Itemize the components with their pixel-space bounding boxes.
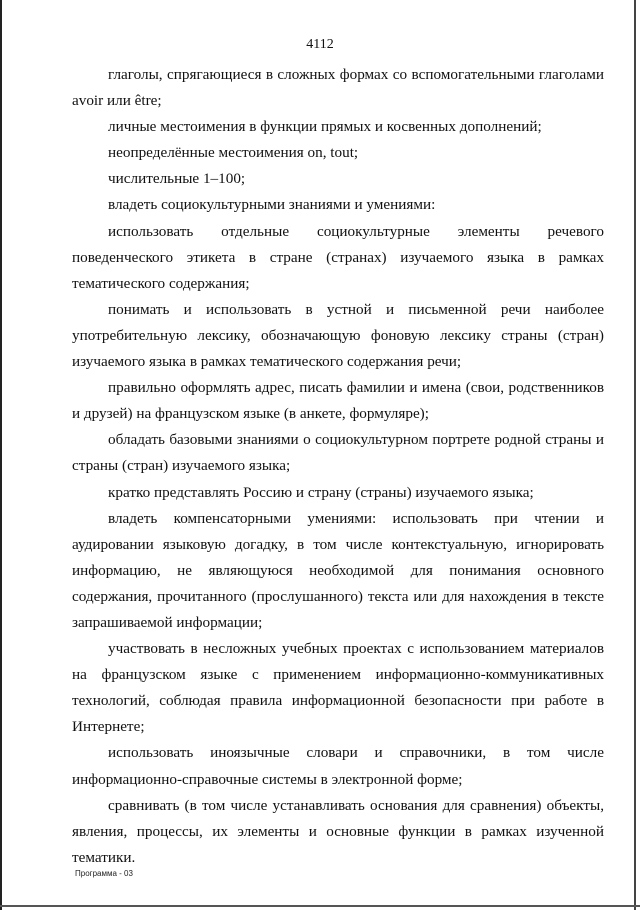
paragraph-etiquette: использовать отдельные социокультурные элементы речевого поведенческого этикета в стране (странах) изучаемого языка в рамках тематического содержания; [72, 222, 604, 292]
paragraph-indefinite-pronouns: неопределённые местоимения on, tout; [108, 144, 359, 162]
paragraph-country-portrait: обладать базовыми знаниями о социокультурном портрете родной страны и страны (стран) изучаемого языка; [72, 431, 604, 475]
paragraph-numerals: числительные 1–100; [108, 170, 246, 188]
scan-border-left [0, 0, 2, 910]
paragraph-compensatory-skills: владеть компенсаторными умениями: использовать при чтении и аудировании языковую догадку, в том числе контекстуальную, игнорировать информацию, не являющуюся необходимой для понимания основного содержания, прочитанного (прослушанного) текста или для нахождения в тексте запрашиваемой информации; [72, 509, 604, 631]
paragraph-sociocultural-heading: владеть социокультурными знаниями и умениями: [108, 196, 436, 214]
paragraph-background-lexicon: понимать и использовать в устной и письменной речи наиболее употребительную лексику, обозначающую фоновую лексику страны (стран) изучаемого языка в рамках тематического содержания речи; [72, 300, 604, 371]
paragraph-dictionaries: использовать иноязычные словари и справочники, в том числе информационно-справочные системы в электронной форме; [72, 744, 604, 788]
page-number: 4112 [306, 37, 334, 52]
paragraph-compare: сравнивать (в том числе устанавливать основания для сравнения) объекты, явления, процессы, их элементы и основные функции в рамках изученной тематики. [72, 796, 604, 866]
footer-program-label: Программа - 03 [75, 869, 133, 878]
paragraph-personal-pronouns: личные местоимения в функции прямых и косвенных дополнений; [108, 118, 542, 136]
paragraph-address: правильно оформлять адрес, писать фамилии и имена (свои, родственников и друзей) на французском языке (в анкете, формуляре); [72, 379, 604, 423]
document-body [72, 62, 604, 871]
scan-border-right [634, 0, 636, 910]
scan-border-bottom [0, 905, 640, 907]
paragraph-projects: участвовать в несложных учебных проектах с использованием материалов на французском языке с применением информационно-коммуникативных технологий, соблюдая правила информационной безопасности при работе в Интернете; [72, 640, 604, 736]
paragraph-verbs: глаголы, спрягающиеся в сложных формах со вспомогательными глаголами avoir или être; [72, 66, 604, 110]
paragraph-present-russia: кратко представлять Россию и страну (страны) изучаемого языка; [108, 483, 534, 501]
